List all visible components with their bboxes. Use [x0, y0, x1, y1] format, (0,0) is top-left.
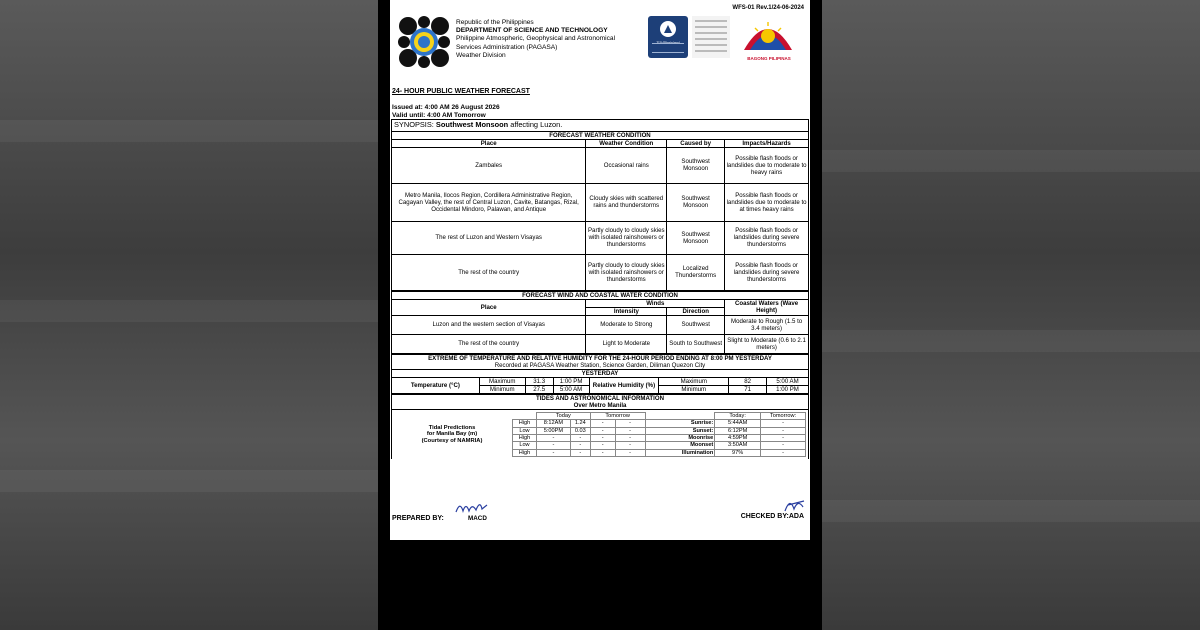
division-line: Weather Division	[456, 51, 506, 59]
tides-section	[391, 394, 809, 460]
table-row: Metro Manila, Ilocos Region, Cordillera Administrative Region, Cagayan Valley, the rest of Central Luzon, Cavite, Batangas, Rizal, Occidental Mindoro, Palawan, and Antique Cloudy skies with scattered rains and thunderstorms Southwest Monsoon Possible flash floods or landslides due to moderate to at times heavy rains	[392, 183, 809, 221]
table-row: Low 5:00PM 0.03 - - Sunset: 6:12PM -	[513, 427, 806, 434]
col-weather-condition: Weather Condition	[586, 139, 667, 147]
col-impacts: Impacts/Hazards	[725, 139, 809, 147]
table-row: High - - - - Moonrise 4:59PM -	[513, 434, 806, 441]
tides-title: TIDES AND ASTRONOMICAL INFORMATION Over Metro Manila	[392, 394, 809, 409]
letterhead	[390, 0, 810, 80]
checked-signature-icon	[782, 495, 808, 515]
table-row: Temperature (°C) Maximum 31.3 1:00 PM Relative Humidity (%) Maximum 82 5:00 AM	[392, 377, 809, 385]
tide-today-header: Today	[536, 412, 590, 419]
col-place: Place	[392, 139, 586, 147]
extremes-title: EXTREME OF TEMPERATURE AND RELATIVE HUMIDITY FOR THE 24-HOUR PERIOD ENDING AT 8:00 PM YESTERDAY Recorded at PAGASA Weather Station, Science Garden, Diliman Quezon City	[392, 354, 809, 369]
department-line: DEPARTMENT OF SCIENCE AND TECHNOLOGY	[456, 27, 608, 35]
tuv-certification-logo	[648, 16, 688, 58]
table-row: The rest of the country Partly cloudy to cloudy skies with isolated rainshowers or thunderstorms Localized Thunderstorms Possible flash floods or landslides during severe thunderstorms	[392, 254, 809, 290]
checked-by: CHECKED BY:ADA	[740, 513, 804, 520]
wind-col-winds: Winds	[586, 299, 725, 307]
temperature-label: Temperature (°C)	[392, 377, 480, 393]
forecast-body	[390, 86, 810, 459]
wind-col-coastal: Coastal Waters (Wave Height)	[725, 299, 809, 315]
bagong-pilipinas-caption: BAGONG PILIPINAS	[747, 56, 791, 61]
tuv-label: TÜVRheinland	[656, 41, 680, 45]
table-row: High 8:12AM 1.24 - - Sunrise: 5:44AM -	[513, 420, 806, 427]
agency-line-1: Philippine Atmospheric, Geophysical and Astronomical	[456, 35, 616, 43]
table-row: Low - - - - Moonset 3:50AM -	[513, 442, 806, 449]
table-row: Luzon and the western section of Visayas Moderate to Strong Southwest Moderate to Rough (1.5 to 3.4 meters)	[392, 315, 809, 334]
table-row: Minimum 27.5 5:00 AM Minimum 71 1:00 PM	[392, 385, 809, 393]
dost-seal-icon	[398, 16, 450, 68]
bagong-pilipinas-logo	[738, 14, 798, 60]
republic-line: Republic of the Philippines	[456, 19, 534, 26]
wind-col-place: Place	[392, 299, 586, 315]
synopsis-row	[392, 120, 809, 132]
table-row: The rest of the country Light to Moderate South to Southwest Slight to Moderate (0.6 to 2.1 meters)	[392, 334, 809, 353]
extremes-table	[391, 354, 809, 394]
forecast-sheet	[390, 0, 810, 540]
synopsis: SYNOPSIS: Southwest Monsoon affecting Luzon.	[392, 120, 809, 132]
prepared-by-name: MACD	[468, 515, 487, 522]
issued-at: Issued at: 4:00 AM 26 August 2026	[392, 104, 500, 112]
table-row: High - - - - Illumination 97% -	[513, 449, 806, 456]
astro-tomorrow-header: Tomorrow:	[761, 412, 806, 419]
tides-inner	[392, 412, 808, 458]
table-row: The rest of Luzon and Western Visayas Partly cloudy to cloudy skies with isolated rainshowers or thunderstorms Southwest Monsoon Possible flash floods or landslides during severe thunderstorms	[392, 221, 809, 254]
agency-line-2: Services Administration (PAGASA)	[456, 43, 558, 51]
wind-condition-table	[391, 291, 809, 354]
astro-today-header: Today:	[715, 412, 761, 419]
tidal-caption: Tidal Predictions for Manila Bay (m) (Courtesy of NAMRIA)	[421, 424, 483, 444]
table-row: Zambales Occasional rains Southwest Monsoon Possible flash floods or landslides due to moderate to heavy rains	[392, 147, 809, 183]
prepared-signature-icon	[454, 499, 490, 515]
weather-condition-table	[391, 119, 809, 291]
revision-code: WFS-01 Rev.1/24-06-2024	[732, 5, 804, 11]
yesterday-label: YESTERDAY	[392, 369, 809, 377]
weather-condition-title: FORECAST WEATHER CONDITION	[392, 131, 809, 139]
agency-name-block	[456, 19, 615, 60]
document-frame	[378, 0, 822, 630]
blurred-background-right	[822, 0, 1200, 630]
wind-col-direction: Direction	[667, 307, 725, 315]
wind-condition-title: FORECAST WIND AND COASTAL WATER CONDITION	[392, 291, 809, 299]
tide-table	[512, 412, 806, 458]
humidity-label: Relative Humidity (%)	[589, 377, 659, 393]
prepared-by-label: PREPARED BY:	[392, 515, 444, 522]
tide-tomorrow-header: Tomorrow	[590, 412, 645, 419]
iso-certificate-mark	[692, 16, 730, 58]
wind-col-intensity: Intensity	[586, 307, 667, 315]
valid-until: Valid until: 4:00 AM Tomorrow	[392, 111, 486, 119]
col-caused-by: Caused by	[667, 139, 725, 147]
blurred-background-left	[0, 0, 378, 630]
weather-header-row	[392, 139, 809, 147]
forecast-title: 24- HOUR PUBLIC WEATHER FORECAST	[392, 88, 530, 95]
